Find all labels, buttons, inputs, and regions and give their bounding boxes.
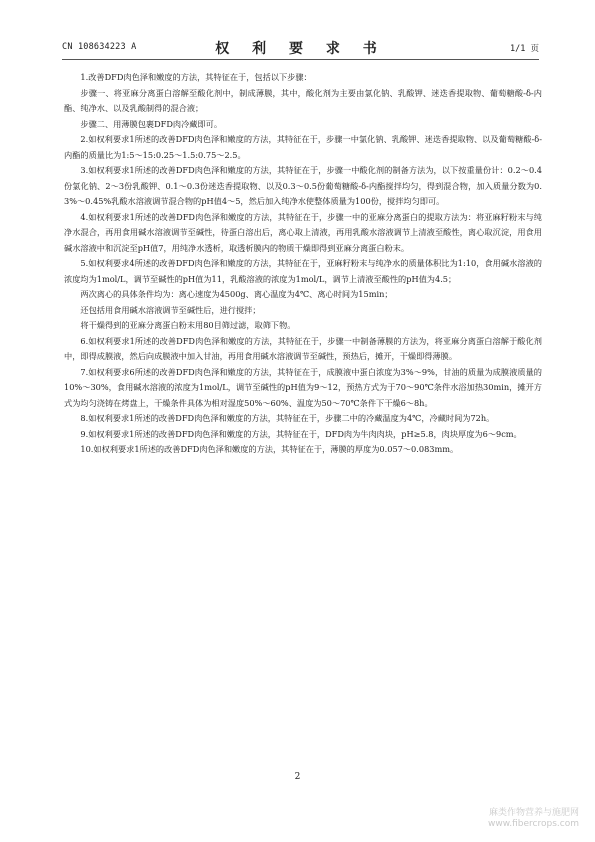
document-header — [62, 38, 539, 60]
watermark-site-name: 麻类作物营养与施肥网 — [488, 808, 579, 818]
claims-body — [64, 70, 542, 458]
claim-paragraph: 9.如权利要求1所述的改善DFD肉色泽和嫩度的方法，其特征在于，DFD肉为牛肉肉块，pH≥5.8，肉块厚度为6～9cm。 — [80, 428, 522, 439]
claim-paragraph: 3.如权利要求1所述的改善DFD肉色泽和嫩度的方法，其特征在于，步骤一中酸化剂的制备方法为，以下按重量份计：0.2～0.4份氯化钠、2～3份乳酸钾、0.1～0.3份迷迭香提取物、以及0.3～0.5份葡萄糖酸-δ-内酯搅拌均匀，得到混合物，加入质量分数为0.3%～0.45%乳酸水溶液调节混合物的pH值4～5，然后加入纯净水使整体质量为100份，搅拌均匀即可。 — [64, 165, 542, 206]
claim-paragraph: 7.如权利要求6所述的改善DFD肉色泽和嫩度的方法，其特征在于，成膜液中蛋白浓度为3%～9%，甘油的质量为成膜液质量的10%～30%，食用碱水溶液的浓度为1mol/L，调节至碱性的pH值为9～12，预热方式为于70～90℃条件水浴加热30min，摊开方式为均匀浇铸在烤盘上，干燥条件具体为相对湿度50%～60%、温度为50～70℃条件下干燥6～8h。 — [64, 366, 542, 408]
claim-paragraph: 10.如权利要求1所述的改善DFD肉色泽和嫩度的方法，其特征在于，薄膜的厚度为0.057～0.083mm。 — [80, 444, 459, 454]
publication-number: CN 108634223 A — [62, 42, 137, 52]
claim-paragraph: 两次离心的具体条件均为：离心速度为4500g、离心温度为4℃、离心时间为15min； — [80, 289, 393, 299]
claim-paragraph: 5.如权利要求4所述的改善DFD肉色泽和嫩度的方法，其特征在于，亚麻籽粉末与纯净水的质量体积比为1:10，食用碱水溶液的浓度均为1mol/L，调节至碱性的pH值为11，乳酸溶液的浓度为1mol/L，调节上清液至酸性的pH值为4.5； — [64, 258, 542, 284]
page-count: 1/1 页 — [510, 44, 539, 54]
page-number: 2 — [294, 772, 301, 782]
watermark — [488, 808, 579, 830]
claim-paragraph: 6.如权利要求1所述的改善DFD肉色泽和嫩度的方法，其特征在于，步骤一中制备薄膜的方法为，将亚麻分离蛋白溶解于酸化剂中，即得成膜液，然后向成膜液中加入甘油，再用食用碱水溶液调节至碱性，预热后，摊开，干燥即得薄膜。 — [64, 335, 542, 361]
header-rule — [62, 59, 539, 60]
claim-paragraph: 2.如权利要求1所述的改善DFD肉色泽和嫩度的方法，其特征在于，步骤一中氯化钠、乳酸钾、迷迭香提取物、以及葡萄糖酸-δ-内酯的质量比为1:5～15:0.25～1.5:0.75～2.5。 — [64, 134, 542, 160]
claim-paragraph: 步骤二、用薄膜包裹DFD肉冷藏即可。 — [80, 118, 223, 129]
document-title: 权 利 要 求 书 — [215, 41, 386, 57]
claim-paragraph: 8.如权利要求1所述的改善DFD肉色泽和嫩度的方法，其特征在于，步骤二中的冷藏温度为4℃，冷藏时间为72h。 — [80, 413, 495, 423]
claim-paragraph: 还包括用食用碱水溶液调节至碱性后，进行搅拌； — [80, 304, 261, 315]
claim-paragraph: 4.如权利要求1所述的改善DFD肉色泽和嫩度的方法，其特征在于，步骤一中的亚麻分离蛋白的提取方法为：将亚麻籽粉末与纯净水混合，再用食用碱水溶液调节至碱性，待蛋白溶出后，离心取上清液，再用乳酸水溶液调节上清液至酸性，离心取沉淀，用食用碱水溶液中和沉淀至pH值7，用纯净水透析，取透析膜内的物质干燥即得到亚麻分离蛋白粉末。 — [64, 211, 542, 253]
watermark-url: www.fibercrops.com — [488, 819, 579, 829]
claim-paragraph: 步骤一、将亚麻分离蛋白溶解至酸化剂中，制成薄膜，其中，酸化剂为主要由氯化钠、乳酸钾、迷迭香提取物、葡萄糖酸-δ-内酯、纯净水、以及乳酸制得的混合液； — [64, 87, 542, 113]
claim-paragraph: 1.改善DFD肉色泽和嫩度的方法，其特征在于，包括以下步骤： — [80, 72, 312, 82]
claim-paragraph: 将干燥得到的亚麻分离蛋白粉末用80目筛过滤，取筛下物。 — [80, 320, 296, 330]
